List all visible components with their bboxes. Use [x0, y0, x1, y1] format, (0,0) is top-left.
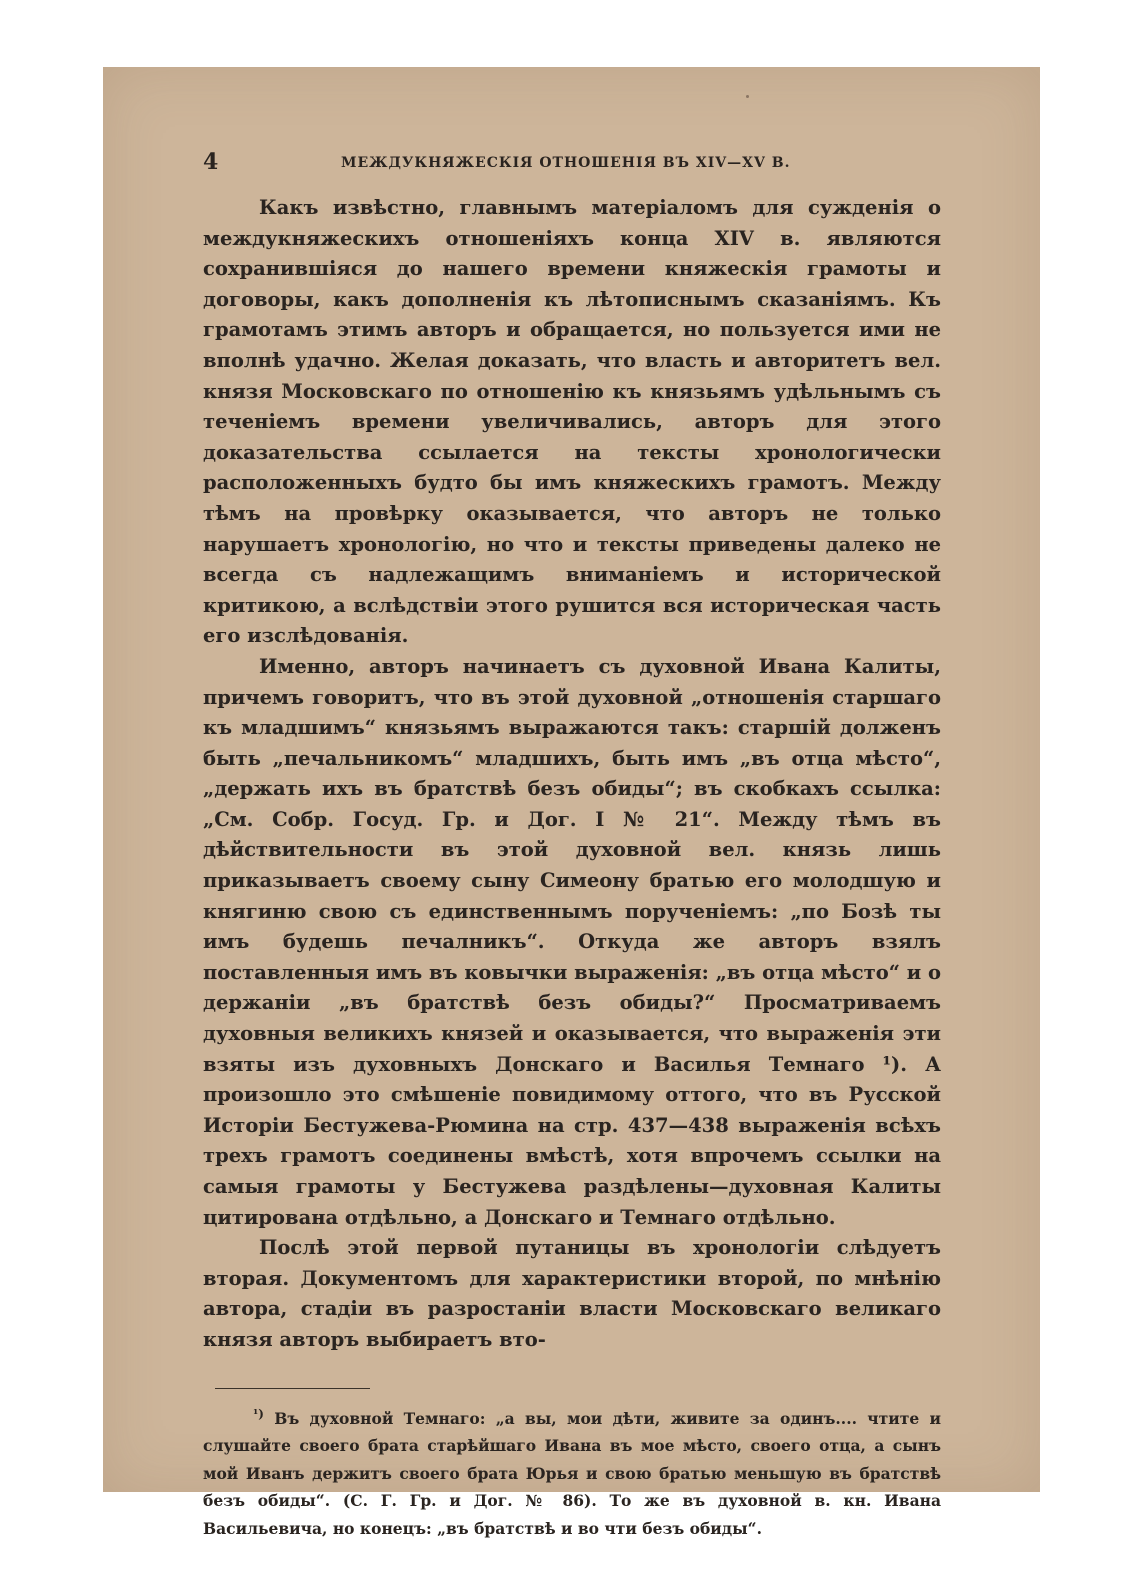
footnote-text: Въ духовной Темнаго: „а вы, мои дѣти, живите за одинъ.... чтите и слушайте своего брата старѣйшаго Ивана въ мое мѣсто, своего отца, а сынъ мой Иванъ держитъ своего брата Юрья и свою братью меньшую въ братствѣ безъ обиды“. (С. Г. Гр. и Дог. № 86). То же въ духовной в. кн. Ивана Васильевича, но конецъ: „въ братствѣ и во чти безъ обиды“. [203, 1408, 941, 1538]
page-content [203, 149, 941, 1542]
paragraph-3: Послѣ этой первой путаницы въ хронологіи слѣдуетъ вторая. Документомъ для характеристики второй, по мнѣнію автора, стадіи въ разростаніи власти Московскаго великаго князя авторъ выбираетъ вто- [203, 1236, 941, 1351]
footnote-marker: ¹) [253, 1406, 264, 1421]
scanned-page [103, 67, 1040, 1538]
footnote [203, 1405, 941, 1543]
footnote-separator [215, 1388, 370, 1389]
paragraph-2: Именно, авторъ начинаетъ съ духовной Ивана Калиты, причемъ говоритъ, что въ этой духовной „отношенія старшаго къ младшимъ“ князьямъ выражаются такъ: старшій долженъ быть „печальникомъ“ младшихъ, быть имъ „въ отца мѣсто“, „держать ихъ въ братствѣ безъ обиды“; въ скобкахъ ссылка: „См. Собр. Госуд. Гр. и Дог. I № 21“. Между тѣмъ въ дѣйствительности въ этой духовной вел. князь лишь приказываетъ своему сыну Симеону братью его молодшую и княгиню свою съ единственнымъ порученіемъ: „по Бозѣ ты имъ будешь печалникъ“. Откуда же авторъ взялъ поставленныя имъ въ ковычки выраженія: „въ отца мѣсто“ и о держаніи „въ братствѣ безъ обиды?“ Просматриваемъ духовныя великихъ князей и оказывается, что выраженія эти взяты изъ духовныхъ Донскаго и Василья Темнаго ¹). А произошло это смѣшеніе повидимому оттого, что въ Русской Исторіи Бестужева-Рюмина на стр. 437—438 выраженія всѣхъ трехъ грамотъ соединены вмѣстѣ, хотя впрочемъ ссылки на самыя грамоты у Бестужева раздѣлены—духовная Калиты цитирована отдѣльно, а Донскаго и Темнаго отдѣльно. [203, 654, 941, 1229]
body-text [203, 193, 941, 1356]
paragraph-1: Какъ извѣстно, главнымъ матеріаломъ для сужденія о междукняжескихъ отношеніяхъ конца XIV в. являются сохранившіяся до нашего времени княжескія грамоты и договоры, какъ дополненія къ лѣтописнымъ сказаніямъ. Къ грамотамъ этимъ авторъ и обращается, но пользуется ими не вполнѣ удачно. Желая доказать, что власть и авторитетъ вел. князя Московскаго по отношенію къ князьямъ удѣльнымъ съ теченіемъ времени увеличивались, авторъ для этого доказательства ссылается на тексты хронологически расположенныхъ будто бы имъ княжескихъ грамотъ. Между тѣмъ на провѣрку оказывается, что авторъ не только нарушаетъ хронологію, но что и тексты приведены далеко не всегда съ надлежащимъ вниманіемъ и исторической критикою, а вслѣдствіи этого рушится вся историческая часть его изслѣдованія. [203, 196, 941, 648]
page-number: 4 [203, 149, 219, 175]
paper-speck [746, 95, 749, 98]
running-head: МЕЖДУКНЯЖЕСКІЯ ОТНОШЕНІЯ ВЪ XIV—XV В. [341, 155, 791, 171]
page-header [203, 149, 941, 189]
